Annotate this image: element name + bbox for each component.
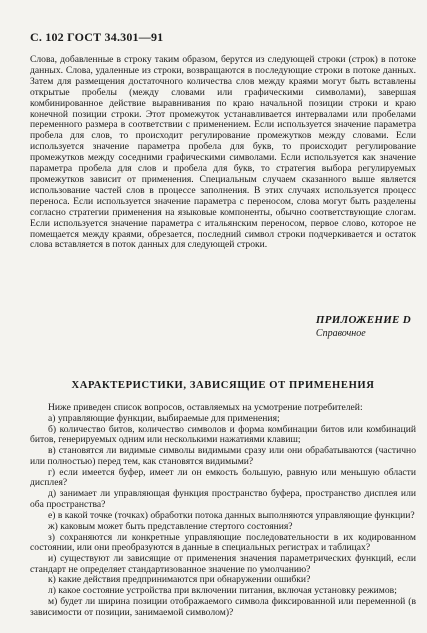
section-title: ХАРАКТЕРИСТИКИ, ЗАВИСЯЩИЕ ОТ ПРИМЕНЕНИЯ	[71, 380, 375, 391]
question-list	[30, 403, 416, 619]
appendix-subtitle: Справочное	[315, 328, 366, 339]
appendix-label	[316, 314, 411, 339]
list-item: е) в какой точке (точках) обработки потока данных выполняются управляющие функции?	[48, 509, 415, 521]
list-item: б) количество битов, количество символов и форма комбинации битов или комбинаций битов, генерируемых одним или несколькими нажатиями клавиш;	[30, 423, 416, 446]
appendix-title: ПРИЛОЖЕНИЕ D	[315, 314, 411, 326]
list-item: к) какие действия предпринимаются при обнаружении ошибки?	[48, 574, 311, 586]
list-item: д) занимает ли управляющая функция пространство буфера, пространство дисплея или оба пространства?	[30, 488, 416, 510]
list-item: ж) каковым может быть представление стертого состояния?	[48, 520, 293, 532]
list-item: з) сохраняются ли конкретные управляющие последовательности в их кодированном состоянии, или они преобразуются в данные в специальных регистрах и таблицах?	[30, 531, 416, 554]
paragraph-text-filling: Слова, добавленные в строку таким образом, берутся из следующей строки (строк) в потоке данных. Слова, удаленные из строки, возвращаются в последующие строки в потоке данных. Затем для размещения достаточного количества слов между краями могут быть вставлены открытые пробелы (между словами или графическими символами), завершая комбинированное действие выравнивания по краю начальной позиции строки и краю конечной позиции строки. Этот промежуток устанавливается интервалами или пробелами переменного размера в соответствии с применением. Если используется значение параметра пробела для слов, то происходит регулирование промежутков между словами. Если используется значение параметра пробела для букв, то происходит регулирование промежутков между соседними графическими символами. Если используется как значение параметра пробела для слов и пробела для букв, то стратегия выбора регулируемых промежутков зависит от применения. Специальным случаем сказанного выше является использование частей слов в процессе заполнения. В этих случаях используется процесс переноса. Если используется значение параметра с переносом, слова могут быть разделены согласно стратегии применения на языковые компоненты, обычно соответствующие слогам. Если используется значение параметра с итальянским переносом, первое слово, которое не помещается между краями, обрезается, последний символ строки подчеркивается и остаток слова вставляется в поток данных для следующей строки.	[30, 54, 416, 251]
list-item: м) будет ли ширина позиции отображаемого символа фиксированной или переменной (в зависимости от позиции, занимаемой символом)?	[30, 596, 416, 618]
list-intro: Ниже приведен список вопросов, оставляемых на усмотрение потребителей:	[48, 402, 363, 413]
list-item: л) какое состояние устройства при включении питания, включая установку режимов;	[48, 585, 397, 597]
list-item: в) становятся ли видимые символы видимыми сразу или они обрабатываются (частично или полностью) перед тем, как становятся видимыми?	[30, 445, 416, 467]
list-item: г) если имеется буфер, имеет ли он емкость большую, равную или меньшую области дисплея?	[30, 466, 416, 489]
body-text	[30, 55, 416, 251]
list-item: и) существуют ли зависящие от применения значения параметрических функций, если стандарт не определяет стандартизованное значение по умолчанию?	[30, 552, 416, 575]
list-item: а) управляющие функции, выбираемые для применения;	[48, 412, 280, 424]
page-header: С. 102 ГОСТ 34.301—91	[30, 30, 164, 44]
